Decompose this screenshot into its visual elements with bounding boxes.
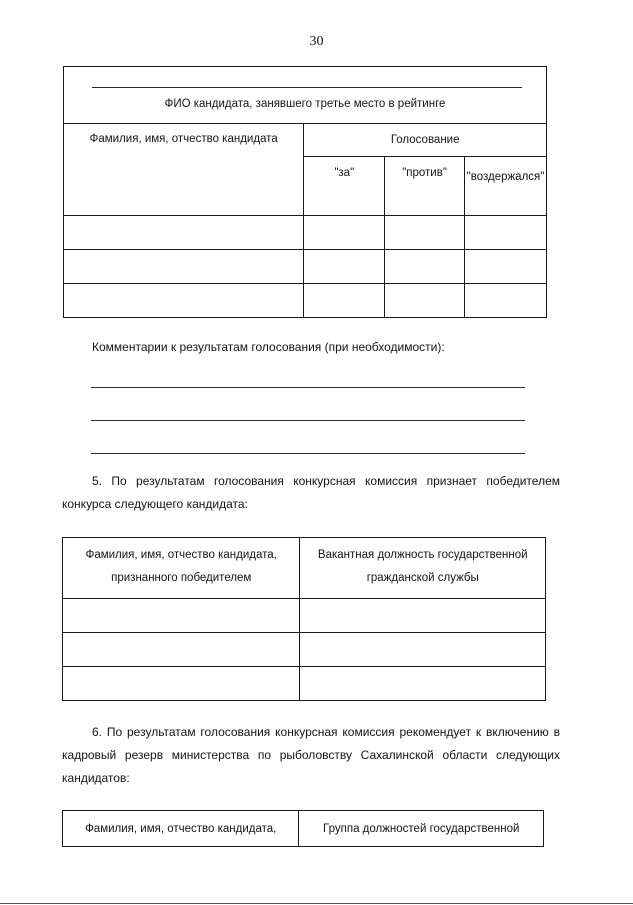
vote-abstain-header: "воздержался"	[465, 157, 547, 216]
table-row	[64, 216, 547, 250]
paragraph-6: 6. По результатам голосования конкурсная комиссия рекомендует к включению в кадровый резерв министерства по рыболовству Сахалинской области следующих кандидатов:	[62, 725, 560, 785]
third-place-title: ФИО кандидата, занявшего третье место в рейтинге	[164, 98, 446, 110]
vote-for-header: "за"	[304, 157, 385, 216]
winner-name-cell[interactable]	[63, 599, 300, 633]
third-place-title-cell	[64, 67, 547, 124]
vote-against-cell[interactable]	[385, 216, 465, 250]
comment-line[interactable]	[91, 420, 525, 421]
table-row	[64, 250, 547, 284]
vote-abstain-cell[interactable]	[465, 250, 547, 284]
vacant-position-cell[interactable]	[300, 599, 546, 633]
comment-line[interactable]	[91, 453, 525, 454]
winner-name-header: Фамилия, имя, отчество кандидата, признанного победителем	[63, 538, 300, 599]
comments-label: Комментарии к результатам голосования (при необходимости):	[92, 340, 445, 354]
vote-for-cell[interactable]	[304, 250, 385, 284]
vote-for-cell[interactable]	[304, 216, 385, 250]
candidate-name-cell[interactable]	[64, 284, 304, 318]
reserve-table	[62, 810, 544, 847]
vacant-position-cell[interactable]	[300, 633, 546, 667]
vote-abstain-cell[interactable]	[465, 216, 547, 250]
table-row	[63, 599, 546, 633]
page-number: 30	[309, 34, 324, 49]
vote-for-cell[interactable]	[304, 284, 385, 318]
vote-abstain-cell[interactable]	[465, 284, 547, 318]
title-fill-line	[92, 87, 522, 88]
table-row	[63, 667, 546, 701]
vote-against-header: "против"	[385, 157, 465, 216]
vacant-position-cell[interactable]	[300, 667, 546, 701]
comment-line[interactable]	[91, 387, 525, 388]
winner-table	[62, 537, 546, 701]
table-row	[63, 633, 546, 667]
page-bottom-edge	[0, 903, 633, 904]
winner-name-cell[interactable]	[63, 667, 300, 701]
vacant-position-header: Вакантная должность государственной гражданской службы	[300, 538, 546, 599]
candidate-name-header: Фамилия, имя, отчество кандидата	[64, 124, 304, 216]
third-place-voting-table	[63, 66, 547, 318]
position-group-header: Группа должностей государственной	[299, 811, 544, 847]
vote-against-cell[interactable]	[385, 284, 465, 318]
paragraph-5: 5. По результатам голосования конкурсная комиссия признает победителем конкурса следующего кандидата:	[62, 474, 560, 511]
winner-name-cell[interactable]	[63, 633, 300, 667]
reserve-name-header: Фамилия, имя, отчество кандидата,	[63, 811, 299, 847]
voting-header: Голосование	[304, 124, 547, 157]
candidate-name-cell[interactable]	[64, 216, 304, 250]
vote-against-cell[interactable]	[385, 250, 465, 284]
candidate-name-cell[interactable]	[64, 250, 304, 284]
table-row	[64, 284, 547, 318]
